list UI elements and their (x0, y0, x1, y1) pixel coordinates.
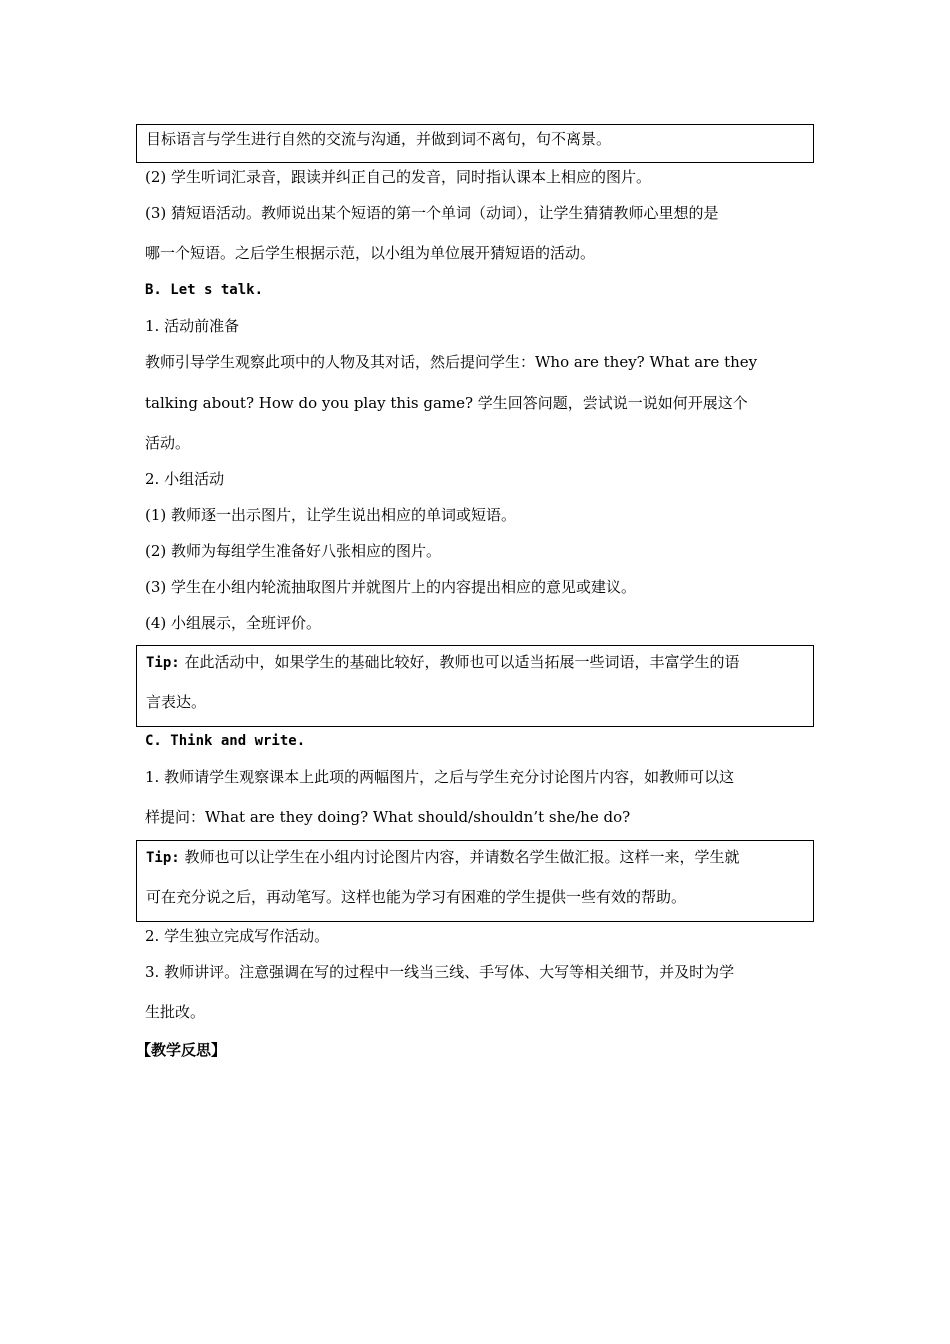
tip-1-line-1 (146, 652, 816, 673)
tip-2-line-1 (146, 847, 816, 868)
section-c-title: C. Think and write. (145, 733, 306, 749)
b-prep-line-3: 活动。 (145, 434, 191, 452)
tip-box-1 (136, 645, 814, 727)
tip-1-line-2: 言表达。 (146, 693, 207, 711)
tip-1-text-1: 在此活动中，如果学生的基础比较好，教师也可以适当拓展一些词语，丰富学生的语 (184, 653, 740, 671)
c-step-2: 2. 学生独立完成写作活动。 (145, 927, 330, 945)
vocab-step-3-line-1: (3) 猜短语活动。教师说出某个短语的第一个单词（动词），让学生猜猜教师心里想的是 (145, 204, 719, 222)
tip-2-line-2: 可在充分说之后，再动笔写。这样也能为学习有困难的学生提供一些有效的帮助。 (146, 888, 687, 906)
b-group-title: 2. 小组活动 (145, 470, 225, 488)
b-group-step-3: (3) 学生在小组内轮流抽取图片并就图片上的内容提出相应的意见或建议。 (145, 578, 637, 596)
note-box-continued (136, 124, 814, 163)
b-prep-line-2: talking about? How do you play this game? 学生回答问题，尝试说一说如何开展这个 (145, 394, 748, 412)
vocab-step-2: (2) 学生听词汇录音，跟读并纠正自己的发音，同时指认课本上相应的图片。 (145, 168, 652, 186)
tip-1-label: Tip: (146, 655, 180, 671)
tip-box-2 (136, 840, 814, 922)
b-group-step-2: (2) 教师为每组学生准备好八张相应的图片。 (145, 542, 442, 560)
c-step-1-line-2: 样提问：What are they doing? What should/shouldn’t she/he do? (145, 808, 631, 826)
reflection-heading: 【教学反思】 (136, 1041, 227, 1059)
b-prep-line-1: 教师引导学生观察此项中的人物及其对话，然后提问学生：Who are they? What are they (145, 353, 758, 371)
b-prep-title: 1. 活动前准备 (145, 317, 240, 335)
note-box-text: 目标语言与学生进行自然的交流与沟通，并做到词不离句，句不离景。 (146, 130, 612, 148)
tip-2-text-1: 教师也可以让学生在小组内讨论图片内容，并请数名学生做汇报。这样一来，学生就 (184, 848, 740, 866)
c-step-1-line-1: 1. 教师请学生观察课本上此项的两幅图片，之后与学生充分讨论图片内容，如教师可以这 (145, 768, 735, 786)
section-b-title: B. Let s talk. (145, 282, 264, 298)
c-step-3-line-1: 3. 教师讲评。注意强调在写的过程中一线当三线、手写体、大写等相关细节，并及时为学 (145, 963, 735, 981)
b-group-step-4: (4) 小组展示，全班评价。 (145, 614, 322, 632)
vocab-step-3-line-2: 哪一个短语。之后学生根据示范，以小组为单位展开猜短语的活动。 (145, 244, 596, 262)
tip-2-label: Tip: (146, 850, 180, 866)
b-group-step-1: (1) 教师逐一出示图片，让学生说出相应的单词或短语。 (145, 506, 517, 524)
c-step-3-line-2: 生批改。 (145, 1003, 206, 1021)
